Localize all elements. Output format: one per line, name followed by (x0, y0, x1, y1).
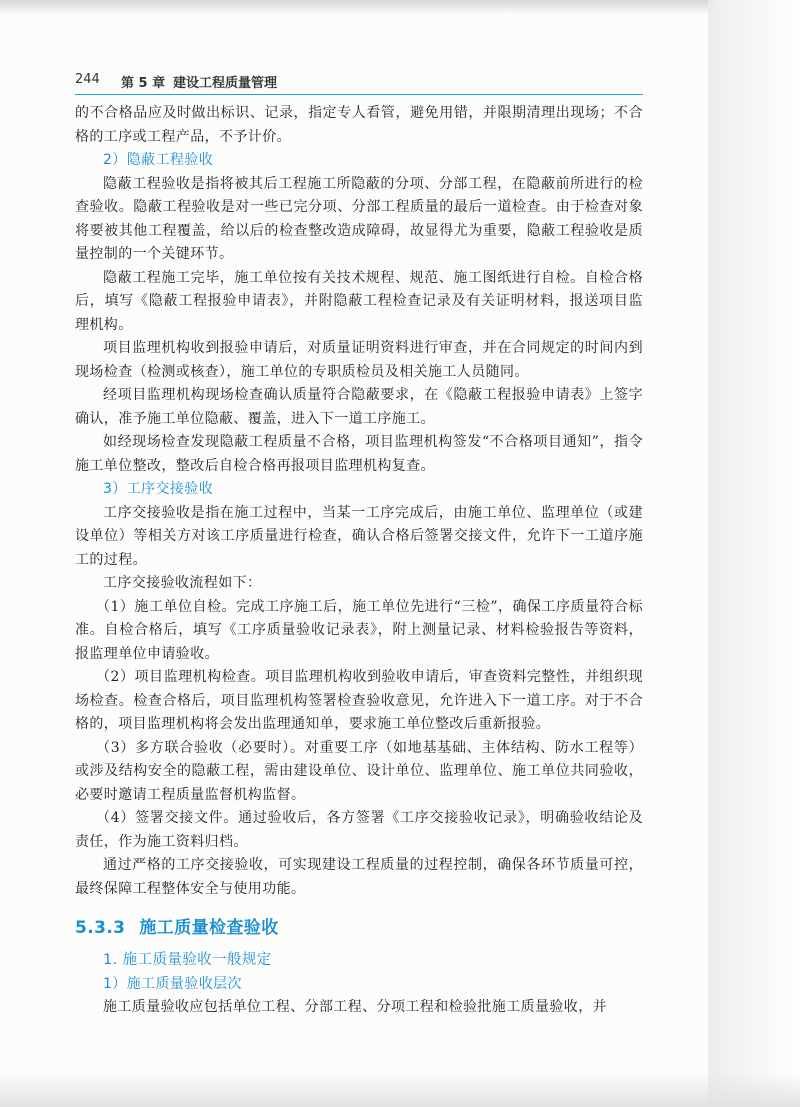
section-number: 5.3.3 (75, 918, 126, 938)
running-header (75, 70, 643, 92)
chapter-label: 第 5 章 (121, 76, 166, 91)
list-item: （1）施工单位自检。完成工序施工后，施工单位先进行“三检”，确保工序质量符合标准。自检合格后，填写《工序质量验收记录表》，附上测量记录、材料检验报告等资料，报监理单位申请验收。 (75, 598, 643, 662)
paragraph: 隐蔽工程验收是指将被其后工程施工所隐蔽的分项、分部工程，在隐蔽前所进行的检查验收。隐蔽工程验收是对一些已完分项、分部工程质量的最后一道检查。由于检查对象将要被其他工程覆盖，给以后的检查整改造成障碍，故显得尤为重要，隐蔽工程验收是质量控制的一个关键环节。 (75, 175, 643, 262)
scan-shadow-top (0, 0, 715, 14)
paragraph: 工序交接验收是指在施工过程中，当某一工序完成后，由施工单位、监理单位（或建设单位）等相关方对该工序质量进行检查，确认合格后签署交接文件，允许下一工道序施工的过程。 (75, 504, 643, 568)
subheading-hidden-works: 2）隐蔽工程验收 (103, 152, 214, 168)
page-number: 244 (75, 72, 100, 87)
paragraph: 项目监理机构收到报验申请后，对质量证明资料进行审查，并在合同规定的时间内到现场检查（检测或核查），施工单位的专职质检员及相关施工人员随同。 (75, 340, 643, 380)
header-rule (75, 94, 643, 95)
paragraph: 通过严格的工序交接验收，可实现建设工程质量的过程控制，确保各环节质量可控，最终保障工程整体安全与使用功能。 (75, 857, 643, 897)
paragraph: 经项目监理机构现场检查确认质量符合隐蔽要求，在《隐蔽工程报验申请表》上签字确认，准予施工单位隐蔽、覆盖，进入下一道工序施工。 (75, 387, 643, 427)
paragraph: 工序交接验收流程如下： (103, 575, 262, 591)
paragraph: 隐蔽工程施工完毕，施工单位按有关技术规程、规范、施工图纸进行自检。自检合格后，填写《隐蔽工程报验申请表》，并附隐蔽工程检查记录及有关证明材料，报送项目监理机构。 (75, 269, 643, 333)
list-item: （3）多方联合验收（必要时）。对重要工序（如地基基础、主体结构、防水工程等）或涉及结构安全的隐蔽工程，需由建设单位、设计单位、监理单位、施工单位共同验收，必要时邀请工程质量监督机构监督。 (75, 739, 643, 803)
subheading-process-handover: 3）工序交接验收 (103, 481, 214, 497)
paragraph: 如经现场检查发现隐蔽工程质量不合格，项目监理机构签发“不合格项目通知”，指令施工单位整改，整改后自检合格再报项目监理机构复查。 (75, 434, 643, 474)
subheading-acceptance-levels: 1）施工质量验收层次 (103, 975, 242, 992)
scan-shadow-right (708, 0, 800, 1107)
list-item: （4）签署交接文件。通过验收后，各方签署《工序交接验收记录》，明确验收结论及责任，作为施工资料归档。 (75, 810, 643, 850)
section-title: 施工质量检查验收 (139, 918, 279, 938)
section-heading (75, 915, 643, 941)
paragraph: 的不合格品应及时做出标识、记录，指定专人看管，避免用错，并限期清理出现场；不合格的工序或工程产品，不予计价。 (75, 105, 643, 145)
page-body (75, 102, 643, 1020)
heading-general-rules: 1. 施工质量验收一般规定 (103, 952, 272, 968)
paragraph: 施工质量验收应包括单位工程、分部工程、分项工程和检验批施工质量验收，并 (103, 999, 607, 1015)
scan-shadow-bottom (0, 1072, 800, 1107)
list-item: （2）项目监理机构检查。项目监理机构收到验收申请后，审查资料完整性，并组织现场检查。检查合格后，项目监理机构签署检查验收意见，允许进入下一道工序。对于不合格的，项目监理机构将会发出监理通知单，要求施工单位整改后重新报验。 (75, 669, 643, 732)
chapter-title: 建设工程质量管理 (173, 76, 278, 91)
